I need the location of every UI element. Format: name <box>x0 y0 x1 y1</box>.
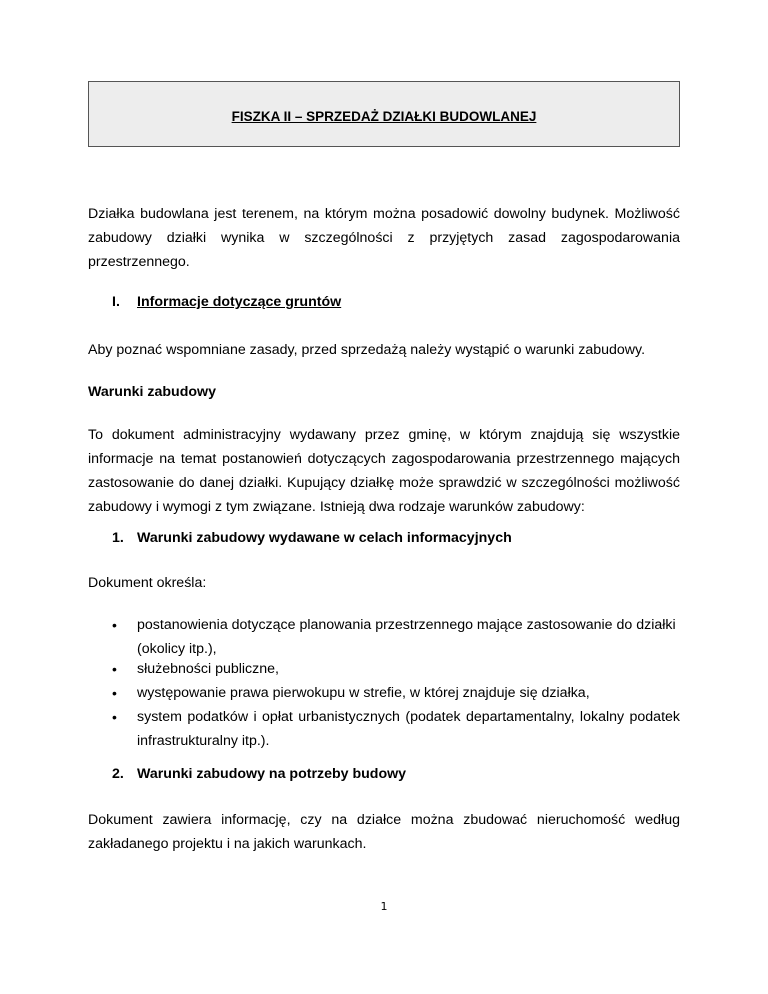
list-item-line: występowanie prawa pierwokupu w strefie, w której znajduje się działka, <box>137 685 590 701</box>
item-number: 1. <box>112 530 124 546</box>
subheading-warunki: Warunki zabudowy <box>88 384 216 400</box>
list-item-line: (okolicy itp.), <box>137 641 217 657</box>
intro-line: przestrzennego. <box>88 254 190 270</box>
paragraph-aby: Aby poznać wspomniane zasady, przed sprzedażą należy wystąpić o warunki zabudowy. <box>88 342 646 358</box>
section-title: Informacje dotyczące gruntów <box>137 294 342 310</box>
list-item-line: system podatków i opłat urbanistycznych (podatek departamentalny, lokalny podatek <box>137 709 680 725</box>
list-item-text <box>137 657 680 681</box>
list-item <box>112 705 680 753</box>
dokument-line: zabudowy i wymogi z tym związane. Istnieją dwa rodzaje warunków zabudowy: <box>88 499 585 515</box>
bullet-icon: • <box>112 709 117 725</box>
page-number: 1 <box>380 900 388 913</box>
dokument-line: zastosowanie do danej działki. Kupujący działkę może sprawdzić w szczególności możliwość <box>88 475 680 491</box>
intro-line: zabudowy działki wynika w szczególności z przyjętych zasad zagospodarowania <box>88 230 680 246</box>
bullet-icon: • <box>112 661 117 677</box>
zawiera-line: zakładanego projektu i na jakich warunkach. <box>88 836 367 852</box>
dokument-line: To dokument administracyjny wydawany przez gminę, w którym znajdują się wszystkie <box>88 427 680 443</box>
item-number: 2. <box>112 766 124 782</box>
list-item-line: infrastrukturalny itp.). <box>137 733 270 749</box>
list-item-line: postanowienia dotyczące planowania przestrzennego mające zastosowanie do działki <box>137 617 676 633</box>
section-number: I. <box>112 294 120 310</box>
list-item <box>112 681 680 705</box>
title-box <box>88 81 680 147</box>
bullet-icon: • <box>112 685 117 701</box>
bullet-icon: • <box>112 617 117 633</box>
paragraph-dokument-okresla: Dokument określa: <box>88 575 207 591</box>
item-title: Warunki zabudowy wydawane w celach informacyjnych <box>137 530 512 546</box>
list-item <box>112 613 680 661</box>
list-item-text <box>137 705 680 753</box>
list-item-line: służebności publiczne, <box>137 661 279 677</box>
zawiera-line: Dokument zawiera informację, czy na działce można zbudować nieruchomość według <box>88 812 680 828</box>
item-title: Warunki zabudowy na potrzeby budowy <box>137 766 407 782</box>
dokument-line: informacje na temat postanowień dotyczących zagospodarowania przestrzennego mających <box>88 451 680 467</box>
list-item <box>112 657 680 681</box>
intro-paragraph <box>88 202 680 274</box>
document-title: FISZKA II – SPRZEDAŻ DZIAŁKI BUDOWLANEJ <box>231 109 537 124</box>
list-item-text <box>137 681 680 705</box>
list-item-text <box>137 613 680 661</box>
paragraph-dokument <box>88 423 680 519</box>
intro-line: Działka budowlana jest terenem, na którym można posadowić dowolny budynek. Możliwość <box>88 206 680 222</box>
paragraph-zawiera <box>88 808 680 856</box>
